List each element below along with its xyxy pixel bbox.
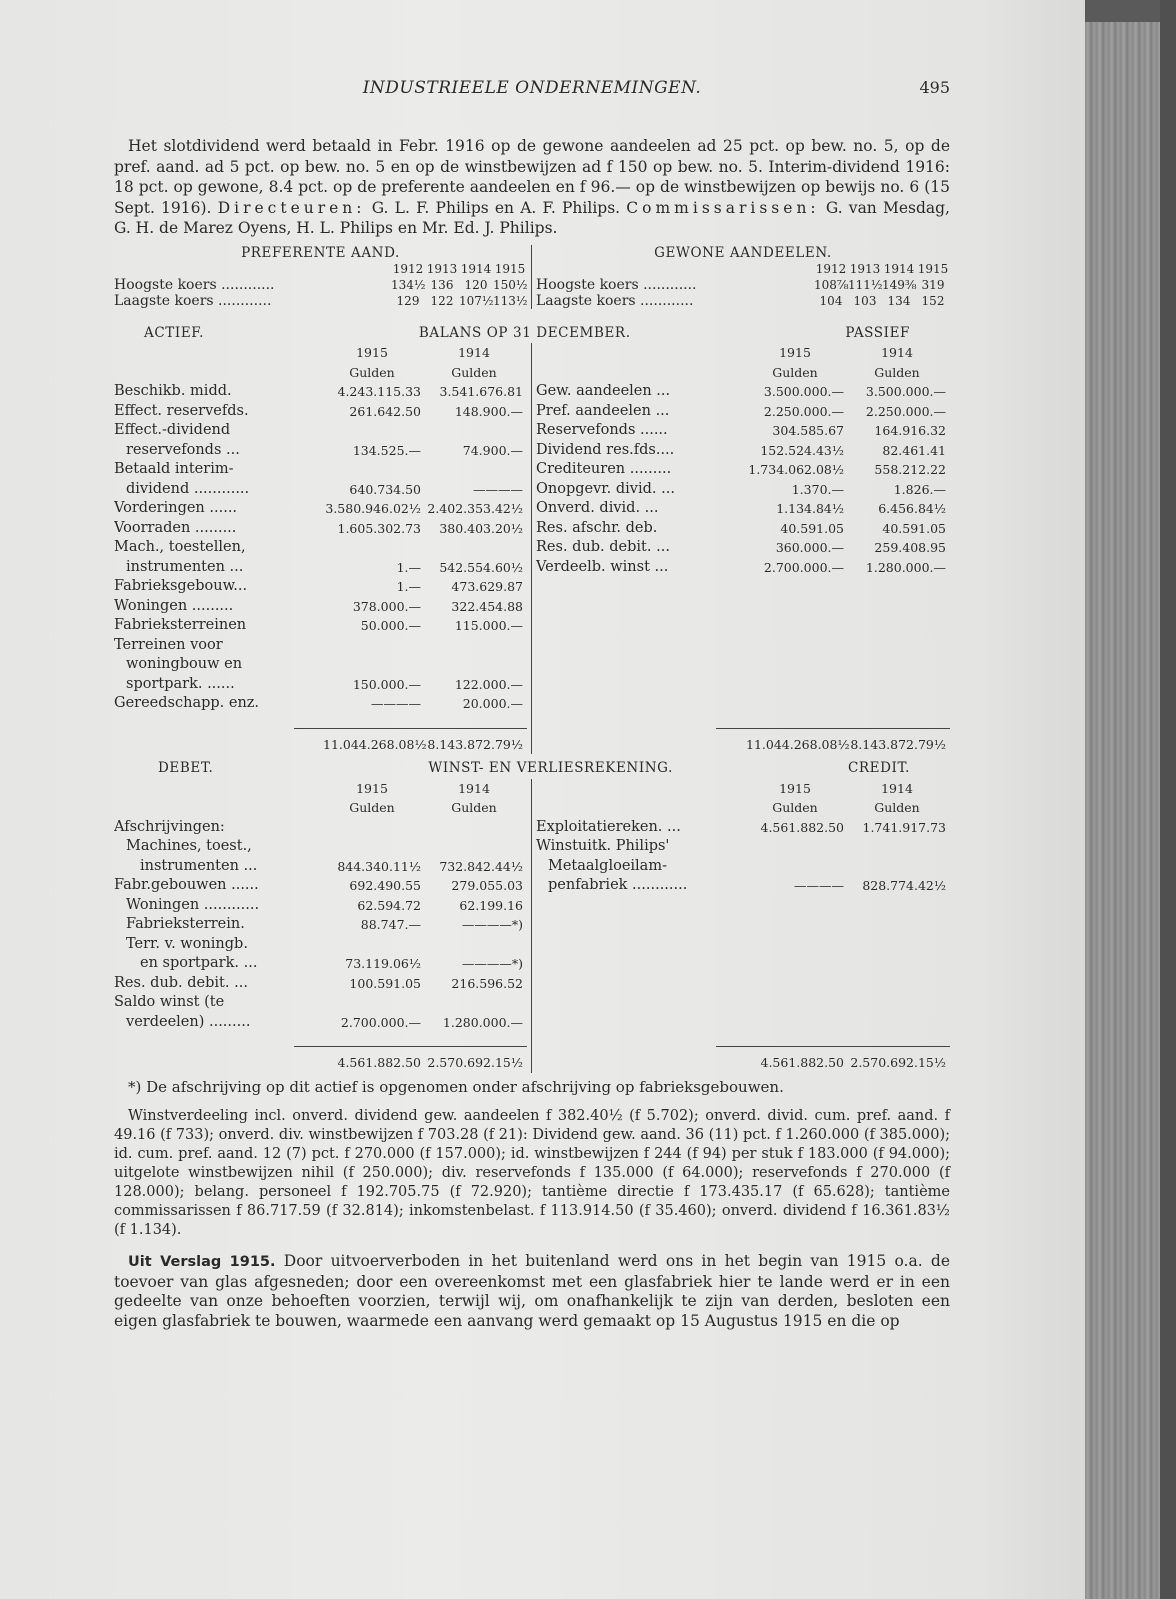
balans-title: BALANS OP 31 DECEMBER. (418, 324, 631, 341)
table-row (536, 293, 950, 309)
row-label: Hoogste koers ............ (536, 276, 697, 293)
value-1915: 62.594.72 (357, 897, 421, 913)
value-1915: 100.591.05 (349, 975, 421, 991)
value-1915: 360.000.— (775, 540, 844, 555)
cell: 120 (464, 277, 488, 292)
value-1915: 1.— (396, 579, 421, 594)
row-label: Winstuitk. Philips' (536, 838, 670, 854)
table-row (114, 382, 527, 402)
year: 1913 (426, 261, 458, 276)
cell: 103 (853, 293, 877, 308)
table-row (114, 277, 527, 293)
value-1915: 640.734.50 (349, 481, 421, 497)
table-row (536, 519, 950, 539)
row-label: Exploitatiereken. ... (536, 818, 681, 835)
value-1915: 50.000.— (360, 618, 421, 633)
value-1914: 259.408.95 (874, 540, 946, 555)
verslag-text: Door uitvoerverboden in het buitenland werd ons in het begin van 1915 o.a. de toevoer van glas afgesneden; door een overeenkomst met een glasfabriek hier te lande werd er in een gedeelte van onze behoeften voorzien, terwijl wij, om onafhankelijk te zijn van derden, besloten een eigen glasfabriek te bouwen, waarmede een aanvang werd gemaakt op 15 Augustus 1915 en die op (114, 1252, 950, 1330)
value-1914: 542.554.60½ (439, 559, 523, 575)
value-1914: 3.500.000.— (865, 384, 946, 399)
col-year: 1915 (779, 345, 811, 360)
page-content (114, 78, 950, 1331)
actief-rows (114, 382, 527, 714)
table-row (536, 818, 950, 838)
row-label: Betaald interim- (114, 461, 234, 477)
actief-column (114, 343, 532, 714)
year: 1914 (883, 261, 915, 276)
debet-title: DEBET. (158, 760, 214, 776)
col-year: 1914 (458, 345, 490, 360)
row-label: Fabr.gebouwen ...... (114, 877, 259, 893)
table-row (114, 993, 527, 1013)
table-row (536, 277, 950, 293)
row-label: Crediteuren ......... (536, 461, 672, 477)
winst-verlies-title: WINST- EN VERLIESREKENING. (428, 760, 673, 776)
table-row (114, 577, 527, 597)
gewone-koersen (532, 245, 950, 309)
row-label: Mach., toestellen, (114, 539, 246, 555)
table-row (536, 480, 950, 500)
credit-column (532, 779, 950, 1033)
verslag-paragraph (114, 1252, 950, 1331)
row-label: Gereedschapp. enz. (114, 695, 260, 711)
table-row (536, 499, 950, 519)
cell: 129 (396, 293, 420, 308)
table-row (114, 935, 527, 955)
value-1915: 2.250.000.— (763, 403, 844, 419)
year-header-row (536, 261, 950, 277)
cell: 134 (887, 293, 911, 308)
value-1914: ————*) (461, 956, 523, 971)
table-row (536, 460, 950, 480)
row-label: Hoogste koers ............ (114, 276, 275, 293)
table-row (114, 636, 527, 656)
table-row (536, 538, 950, 558)
value-1915: 88.747.— (360, 917, 421, 932)
value-1914: 115.000.— (454, 618, 523, 633)
value-1915: 1.734.062.08½ (748, 462, 844, 477)
table-row (536, 382, 950, 402)
total-1915: 11.044.268.08½ (323, 736, 427, 752)
table-row (114, 538, 527, 558)
value-1915: 73.119.06½ (345, 956, 421, 971)
col-unit: Gulden (349, 800, 395, 815)
row-label: Effect. reservefds. (114, 402, 249, 419)
debet-totals (114, 1032, 532, 1073)
row-label: Laagste koers ............ (536, 292, 694, 309)
value-1914: 732.842.44½ (439, 858, 523, 874)
value-1914: 3.541.676.81 (439, 384, 523, 399)
row-label: Gew. aandeelen ... (536, 383, 671, 399)
value-1915: 1.134.84½ (776, 501, 844, 516)
value-1915: 2.700.000.— (763, 559, 844, 575)
cell: 113½ (493, 293, 528, 308)
value-1915: 261.642.50 (349, 403, 421, 419)
commissarissen-names: G. van Mesdag, G. H. de Marez Oyens, H. L. Philips en Mr. Ed. J. Philips. (114, 198, 950, 237)
value-1914: 380.403.20½ (439, 520, 523, 536)
value-1915: ———— (794, 878, 844, 893)
winstverdeeling-paragraph: Winstverdeeling incl. onverd. dividend gew. aandeelen f 382.40½ (f 5.702); onverd. divid. cum. pref. aand. f 49.16 (f 733); onverd. div. winstbewijzen f 703.28 (f 21): Dividend gew. aand. 36 (11) pct. f 1.260.000 (f 385.000); id. cum. pref. aand. 12 (7) pct. f 270.000 (f 157.000); id. winstbewijzen f 244 (f 94) per stuk f 183.000 (f 94.000); uitgelote winstbewijzen nihil (f 250.000); div. reservefonds f 135.000 (f 64.000); reservefonds f 270.000 (f 128.000); belang. personeel f 192.705.75 (f 72.920); tantième directie f 173.435.17 (f 65.628); tantième commissarissen f 86.717.59 (f 32.814); inkomstenbelast. f 113.914.50 (f 35.460); onverd. dividend f 16.361.83½ (f 1.134). (114, 1108, 950, 1238)
table-row (114, 974, 527, 994)
directeuren-names: G. L. F. Philips en A. F. Philips. (371, 198, 621, 217)
debet-column (114, 779, 532, 1033)
preferente-title: PREFERENTE AAND. (241, 244, 400, 261)
table-row (114, 915, 527, 935)
table-row (114, 402, 527, 422)
cell: 111½ (848, 277, 883, 292)
running-head (114, 78, 950, 108)
cell: 150½ (493, 277, 528, 292)
row-label: Afschrijvingen: (114, 818, 225, 835)
table-row (114, 655, 527, 675)
cell: 136 (430, 277, 454, 292)
table-row (114, 896, 527, 916)
value-1914: 74.900.— (462, 442, 523, 458)
table-row (536, 558, 950, 578)
table-row (114, 441, 527, 461)
table-row (536, 421, 950, 441)
balance-sheet-heading (114, 323, 950, 344)
table-row (114, 818, 527, 838)
row-label: Terreinen voor (114, 636, 223, 653)
commissarissen-label: Commissarissen: (626, 198, 820, 217)
col-year: 1914 (458, 780, 490, 796)
row-label: woningbouw en (126, 656, 243, 672)
cell: 107½ (459, 293, 494, 308)
col-year: 1915 (356, 780, 388, 796)
table-row (114, 876, 527, 896)
value-1914: 122.000.— (454, 676, 523, 692)
value-1914: 62.199.16 (459, 897, 523, 913)
verslag-heading: Uit Verslag 1915. (128, 1254, 276, 1270)
table-row (114, 421, 527, 441)
value-1915: 844.340.11½ (337, 858, 421, 874)
col-unit: Gulden (349, 364, 395, 380)
col-year: 1915 (779, 780, 811, 796)
col-unit: Gulden (772, 364, 818, 380)
cell: 319 (921, 277, 945, 292)
row-label: Effect.-dividend (114, 422, 231, 438)
row-label: Res. afschr. deb. (536, 519, 658, 536)
col-year: 1914 (881, 780, 913, 796)
row-label: instrumenten ... (126, 558, 244, 575)
cell: 149⅜ (882, 277, 917, 292)
row-label: Laagste koers ............ (114, 292, 272, 309)
row-label: Woningen ............ (126, 896, 260, 913)
row-label: Terr. v. woningb. (126, 935, 248, 952)
value-1915: 3.580.946.02½ (325, 501, 421, 516)
value-1915: 150.000.— (352, 676, 421, 692)
total-1914: 2.570.692.15½ (427, 1055, 523, 1070)
value-1914: 1.826.— (893, 481, 946, 497)
value-1915: 2.700.000.— (340, 1014, 421, 1030)
value-1914: 1.741.917.73 (862, 819, 946, 835)
value-1914: 558.212.22 (874, 462, 946, 477)
table-row (536, 441, 950, 461)
table-row (536, 402, 950, 422)
gewone-title: GEWONE AANDEELEN. (654, 244, 832, 261)
total-1914: 2.570.692.15½ (850, 1055, 946, 1070)
value-1914: 1.280.000.— (442, 1014, 523, 1030)
total-1915: 11.044.268.08½ (746, 736, 850, 752)
row-label: Fabrieksgebouw... (114, 578, 248, 594)
year: 1915 (494, 261, 526, 276)
profit-loss-account (114, 779, 950, 1073)
col-year: 1915 (356, 345, 388, 360)
year: 1912 (815, 261, 847, 276)
table-row (114, 857, 527, 877)
value-1915: 4.561.882.50 (760, 819, 844, 835)
credit-rows (536, 818, 950, 896)
passief-column (532, 343, 950, 714)
col-unit: Gulden (874, 800, 920, 815)
value-1915: 692.490.55 (349, 878, 421, 893)
year: 1915 (917, 261, 949, 276)
row-label: Res. dub. debit. ... (114, 974, 248, 991)
row-label: instrumenten ... (140, 857, 258, 874)
total-1914: 8.143.872.79½ (850, 736, 946, 752)
row-label: Saldo winst (te (114, 994, 225, 1010)
row-label: verdeelen) ......... (126, 1013, 251, 1030)
debet-rows (114, 818, 527, 1033)
value-1915: 1.— (396, 559, 421, 575)
table-row (114, 480, 527, 500)
value-1914: 20.000.— (462, 696, 523, 711)
cell: 152 (921, 293, 945, 308)
value-1914: 322.454.88 (451, 598, 523, 614)
row-label: Vorderingen ...... (114, 500, 238, 516)
year: 1914 (460, 261, 492, 276)
table-row (114, 954, 527, 974)
table-row (114, 558, 527, 578)
col-unit: Gulden (874, 364, 920, 380)
table-row (536, 876, 950, 896)
row-label: Machines, toest., (126, 838, 252, 854)
actief-title: ACTIEF. (144, 324, 205, 341)
row-label: penfabriek ............ (548, 877, 688, 893)
value-1915: 3.500.000.— (763, 384, 844, 399)
value-1915: 40.591.05 (780, 520, 844, 536)
balance-sheet (114, 343, 950, 754)
cell: 122 (430, 293, 454, 308)
row-label: dividend ............ (126, 480, 250, 497)
row-label: reservefonds ... (126, 441, 240, 458)
profit-loss-heading (114, 758, 950, 779)
table-row (114, 837, 527, 857)
value-1914: 6.456.84½ (878, 501, 946, 516)
value-1914: 473.629.87 (451, 579, 523, 594)
passief-rows (536, 382, 950, 577)
col-unit: Gulden (772, 800, 818, 815)
value-1915: 378.000.— (352, 598, 421, 614)
passief-title: PASSIEF (845, 324, 910, 341)
value-1915: 134.525.— (352, 442, 421, 458)
value-1915: 1.605.302.73 (337, 520, 421, 536)
total-1915: 4.561.882.50 (760, 1055, 844, 1070)
value-1914: 148.900.— (454, 403, 523, 419)
row-label: Fabrieksterreinen (114, 617, 247, 633)
value-1915: ———— (371, 696, 421, 711)
share-price-table (114, 245, 950, 309)
page-number: 495 (919, 78, 950, 97)
footnote: *) De afschrijving op dit actief is opgenomen onder afschrijving op fabrieksgebouwen. (128, 1077, 784, 1096)
value-1914: 1.280.000.— (865, 559, 946, 575)
cell: 104 (819, 293, 843, 308)
year-header-row (114, 261, 527, 277)
row-label: Fabrieksterrein. (126, 916, 245, 932)
table-row (114, 460, 527, 480)
row-label: sportpark. ...... (126, 675, 235, 692)
value-1914: 279.055.03 (451, 878, 523, 893)
col-unit: Gulden (451, 364, 497, 380)
row-label: Onverd. divid. ... (536, 500, 659, 516)
value-1914: ————*) (461, 917, 523, 932)
row-label: Onopgevr. divid. ... (536, 480, 675, 497)
value-1914: 2.402.353.42½ (427, 501, 523, 516)
table-row (114, 694, 527, 714)
table-row (114, 293, 527, 309)
table-row (536, 857, 950, 877)
row-label: en sportpark. ... (140, 955, 258, 971)
table-row (114, 519, 527, 539)
value-1914: 216.596.52 (451, 975, 523, 991)
value-1915: 4.243.115.33 (337, 384, 421, 399)
intro-paragraph (114, 136, 950, 239)
directeuren-label: Directeuren: (217, 198, 366, 217)
value-1915: 1.370.— (791, 481, 844, 497)
table-row (114, 597, 527, 617)
table-row (114, 675, 527, 695)
year: 1912 (392, 261, 424, 276)
credit-title: CREDIT. (847, 760, 910, 776)
value-1914: 40.591.05 (882, 520, 946, 536)
year: 1913 (849, 261, 881, 276)
value-1914: 828.774.42½ (862, 878, 946, 893)
table-row (536, 837, 950, 857)
intro-text: Het slotdividend werd betaald in Febr. 1916 op de gewone aandeelen ad 25 pct. op bew. no. 5, op de pref. aand. ad 5 pct. op bew. no. 5 en op de winstbewijzen ad f 150 op bew. no. 5. Interim-dividend 1916: 18 pct. op gewone, 8.4 pct. op de preferente aandeelen en f 96.— op de winstbewijzen op bewijs no. 6 (15 Sept. 1916). (114, 137, 950, 217)
col-unit: Gulden (451, 800, 497, 815)
book-spine-edge (1160, 0, 1176, 1599)
col-year: 1914 (881, 345, 913, 360)
table-row (114, 616, 527, 636)
row-label: Woningen ......... (114, 597, 234, 614)
value-1914: 82.461.41 (882, 442, 946, 458)
row-label: Res. dub. debit. ... (536, 539, 670, 555)
value-1914: 2.250.000.— (865, 403, 946, 419)
table-row (114, 1013, 527, 1033)
total-1915: 4.561.882.50 (337, 1055, 421, 1070)
row-label: Voorraden ......... (114, 519, 237, 536)
cell: 108⅞ (814, 277, 849, 292)
value-1914: 164.916.32 (874, 423, 946, 438)
preferente-koersen (114, 245, 532, 309)
passief-totals (532, 714, 950, 755)
running-title: INDUSTRIEELE ONDERNEMINGEN. (362, 78, 702, 98)
row-label: Beschikb. midd. (114, 383, 232, 399)
row-label: Reservefonds ...... (536, 422, 668, 438)
credit-totals (532, 1032, 950, 1073)
value-1914: ———— (473, 481, 523, 497)
value-1915: 152.524.43½ (760, 442, 844, 458)
table-row (114, 499, 527, 519)
row-label: Dividend res.fds.... (536, 441, 675, 458)
row-label: Pref. aandeelen ... (536, 402, 670, 419)
cell: 134½ (391, 277, 426, 292)
value-1915: 304.585.67 (772, 423, 844, 438)
total-1914: 8.143.872.79½ (427, 736, 523, 752)
row-label: Metaalgloeilam- (548, 857, 667, 874)
row-label: Verdeelb. winst ... (536, 558, 669, 575)
actief-totals (114, 714, 532, 755)
